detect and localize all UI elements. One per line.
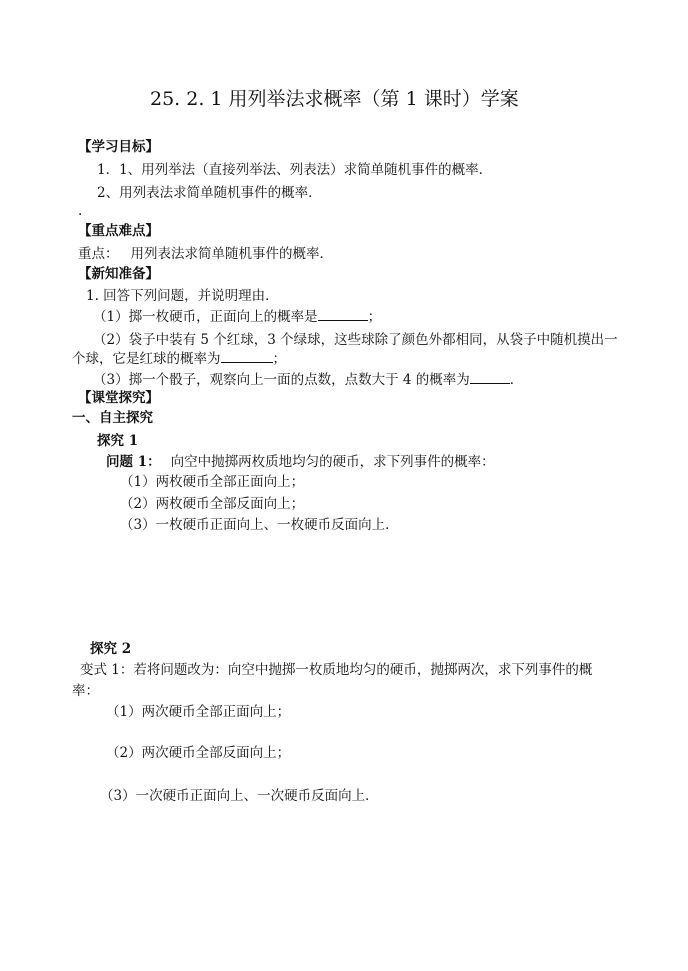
variant-1-item-2: （2）两次硬币全部反面向上； (106, 745, 291, 761)
problem-1-text: 向空中抛掷两枚质地均匀的硬币，求下列事件的概率： (170, 454, 495, 470)
variant-1-line2: 率： (72, 683, 99, 699)
key-point-label: 重点： (78, 246, 119, 262)
problem-1 (106, 453, 495, 471)
q1-text: （1）掷一枚硬币，正面向上的概率是 (93, 309, 318, 325)
key-point-text: 用列表法求简单随机事件的概率． (130, 246, 333, 262)
variant-1-line1: 变式 1：若将问题改为：向空中抛掷一枚质地均匀的硬币，抛掷两次，求下列事件的概 (80, 662, 593, 678)
problem-1-label: 问题 1： (106, 454, 161, 470)
goals-heading: 【学习目标】 (78, 139, 159, 155)
q2-text: 个球，它是红球的概率为 (72, 351, 221, 367)
q3-answer-blank[interactable] (470, 371, 510, 384)
inquiry-2-label: 探究 2 (90, 641, 132, 657)
goal-item-1: 1．1、用列举法（直接列举法、列表法）求简单随机事件的概率． (97, 162, 493, 178)
goal-item-2: 2、用列表法求简单随机事件的概率． (97, 185, 322, 201)
key-point-line (78, 245, 333, 263)
inquiry-heading: 【课堂探究】 (78, 390, 159, 406)
stray-dot: . (78, 203, 83, 219)
problem-1-item-3: （3）一枚硬币正面向上、一枚硬币反面向上． (120, 517, 399, 533)
q1-end: ； (367, 309, 382, 325)
preparation-q3 (93, 371, 523, 389)
inquiry-1-label: 探究 1 (97, 433, 139, 449)
q2-end: ； (272, 351, 286, 367)
q3-end: ． (509, 372, 524, 388)
q3-text: （3）掷一个骰子，观察向上一面的点数，点数大于 4 的概率为 (93, 372, 470, 388)
problem-1-item-2: （2）两枚硬币全部反面向上； (120, 496, 305, 512)
preparation-q2-line1: （2）袋子中装有 5 个红球，3 个绿球，这些球除了颜色外都相同，从袋子中随机摸出一 (93, 332, 618, 348)
preparation-q1 (93, 308, 381, 326)
q2-answer-blank[interactable] (221, 350, 273, 363)
preparation-heading: 【新知准备】 (78, 266, 159, 282)
preparation-intro: 1. 回答下列问题，并说明理由． (86, 288, 279, 304)
problem-1-item-1: （1）两枚硬币全部正面向上； (120, 474, 305, 490)
variant-1-item-3: （3）一次硬币正面向上、一次硬币反面向上． (100, 788, 379, 804)
key-points-heading: 【重点难点】 (78, 223, 159, 239)
section-self-inquiry: 一、自主探究 (72, 410, 153, 426)
preparation-q2-line2 (72, 350, 286, 368)
variant-1-item-1: （1）两次硬币全部正面向上； (106, 704, 291, 720)
q1-answer-blank[interactable] (318, 308, 368, 321)
page-title: 25. 2. 1 用列举法求概率（第 1 课时）学案 (150, 88, 519, 110)
